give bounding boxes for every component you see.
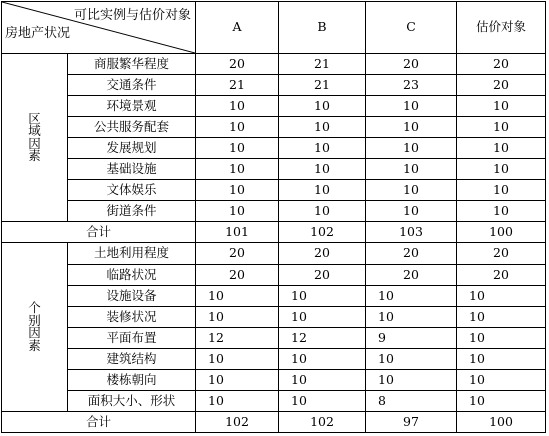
table-row [2, 180, 546, 201]
column-header-a: A [196, 2, 279, 54]
value-cell: 10 [279, 391, 366, 412]
value-cell: 10 [366, 286, 457, 307]
total-value-cell: 97 [366, 412, 457, 433]
group-label-char: 素 [28, 148, 41, 163]
value-cell: 20 [457, 265, 546, 286]
value-cell: 20 [366, 243, 457, 265]
value-cell: 10 [279, 286, 366, 307]
value-cell: 10 [279, 138, 366, 159]
value-cell: 10 [196, 201, 279, 222]
table-row [2, 328, 546, 349]
value-cell: 10 [457, 349, 546, 370]
factor-name: 街道条件 [68, 201, 196, 222]
table-row [2, 349, 546, 370]
factor-name: 商服繁华程度 [68, 54, 196, 75]
comparison-table [1, 1, 546, 433]
group-label-char: 素 [28, 337, 41, 353]
value-cell: 10 [279, 96, 366, 117]
value-cell: 20 [196, 265, 279, 286]
value-cell: 10 [457, 391, 546, 412]
value-cell: 20 [196, 54, 279, 75]
value-cell: 23 [366, 75, 457, 96]
value-cell: 10 [366, 159, 457, 180]
value-cell: 10 [457, 286, 546, 307]
value-cell: 20 [457, 75, 546, 96]
table-row [2, 201, 546, 222]
value-cell: 10 [366, 370, 457, 391]
total-value-cell: 100 [457, 222, 546, 243]
value-cell: 10 [366, 117, 457, 138]
group-label-char: 因 [28, 135, 41, 151]
value-cell: 20 [366, 54, 457, 75]
total-value-cell: 102 [279, 222, 366, 243]
group-label-char: 别 [28, 312, 41, 328]
value-cell: 10 [196, 391, 279, 412]
table-row [2, 391, 546, 412]
value-cell: 10 [457, 370, 546, 391]
header-property-status-label: 房地产状况 [5, 26, 71, 41]
factor-name: 发展规划 [68, 138, 196, 159]
factor-name: 设施设备 [68, 286, 196, 307]
value-cell: 10 [196, 370, 279, 391]
total-label: 合计 [2, 222, 196, 243]
value-cell: 20 [279, 265, 366, 286]
value-cell: 10 [457, 328, 546, 349]
table-row [2, 370, 546, 391]
value-cell: 10 [457, 159, 546, 180]
factor-name: 平面布置 [68, 328, 196, 349]
column-header-b: B [279, 2, 366, 54]
diagonal-header-cell [2, 2, 196, 54]
value-cell: 10 [196, 138, 279, 159]
total-value-cell: 102 [196, 412, 279, 433]
value-cell: 10 [196, 117, 279, 138]
value-cell: 10 [279, 370, 366, 391]
value-cell: 8 [366, 391, 457, 412]
value-cell: 10 [366, 96, 457, 117]
factor-name: 环境景观 [68, 96, 196, 117]
group-label-char: 因 [28, 325, 41, 340]
value-cell: 10 [457, 138, 546, 159]
value-cell: 10 [279, 117, 366, 138]
value-cell: 10 [279, 201, 366, 222]
value-cell: 20 [366, 265, 457, 286]
value-cell: 21 [279, 54, 366, 75]
value-cell: 10 [196, 180, 279, 201]
factor-name: 临路状况 [68, 265, 196, 286]
value-cell: 10 [366, 138, 457, 159]
value-cell: 10 [279, 180, 366, 201]
value-cell: 20 [457, 54, 546, 75]
value-cell: 10 [196, 349, 279, 370]
value-cell: 12 [279, 328, 366, 349]
regional-factors-group-label [2, 54, 68, 222]
table-row [2, 265, 546, 286]
value-cell: 12 [196, 328, 279, 349]
column-header-c: C [366, 2, 457, 54]
regional-factors-section [2, 54, 546, 243]
table-row [2, 243, 546, 265]
value-cell: 10 [279, 307, 366, 328]
value-cell: 20 [196, 243, 279, 265]
table-row [2, 117, 546, 138]
table-row [2, 96, 546, 117]
factor-name: 文体娱乐 [68, 180, 196, 201]
individual-factors-section [2, 243, 546, 433]
value-cell: 10 [457, 201, 546, 222]
value-cell: 9 [366, 328, 457, 349]
total-row [2, 412, 546, 433]
table-row [2, 75, 546, 96]
value-cell: 10 [366, 307, 457, 328]
value-cell: 10 [196, 286, 279, 307]
table-row [2, 138, 546, 159]
factor-name: 土地利用程度 [68, 243, 196, 265]
table-row [2, 286, 546, 307]
value-cell: 10 [366, 180, 457, 201]
value-cell: 10 [196, 307, 279, 328]
value-cell: 10 [457, 117, 546, 138]
table-row [2, 159, 546, 180]
total-label: 合计 [2, 412, 196, 433]
value-cell: 10 [457, 96, 546, 117]
individual-factors-group-label [2, 243, 68, 412]
value-cell: 20 [457, 243, 546, 265]
value-cell: 21 [279, 75, 366, 96]
total-value-cell: 102 [279, 412, 366, 433]
total-row [2, 222, 546, 243]
group-label-char: 个 [28, 300, 41, 315]
value-cell: 10 [366, 201, 457, 222]
header-comparables-label: 可比实例与估价对象 [73, 8, 191, 23]
value-cell: 20 [279, 243, 366, 265]
value-cell: 10 [366, 349, 457, 370]
total-value-cell: 103 [366, 222, 457, 243]
value-cell: 10 [457, 307, 546, 328]
value-cell: 10 [279, 159, 366, 180]
total-value-cell: 101 [196, 222, 279, 243]
table-row [2, 54, 546, 75]
value-cell: 21 [196, 75, 279, 96]
factor-name: 基础设施 [68, 159, 196, 180]
group-label-char: 域 [28, 123, 41, 138]
total-value-cell: 100 [457, 412, 546, 433]
group-label-char: 区 [28, 110, 41, 126]
factor-name: 公共服务配套 [68, 117, 196, 138]
table-row [2, 307, 546, 328]
value-cell: 10 [457, 180, 546, 201]
factor-name: 楼栋朝向 [68, 370, 196, 391]
factor-name: 交通条件 [68, 75, 196, 96]
column-header-subject: 估价对象 [457, 2, 546, 54]
value-cell: 10 [196, 159, 279, 180]
header-row [2, 2, 546, 54]
factor-name: 面积大小、形状 [68, 391, 196, 412]
value-cell: 10 [196, 96, 279, 117]
value-cell: 10 [279, 349, 366, 370]
factor-name: 装修状况 [68, 307, 196, 328]
factor-name: 建筑结构 [68, 349, 196, 370]
